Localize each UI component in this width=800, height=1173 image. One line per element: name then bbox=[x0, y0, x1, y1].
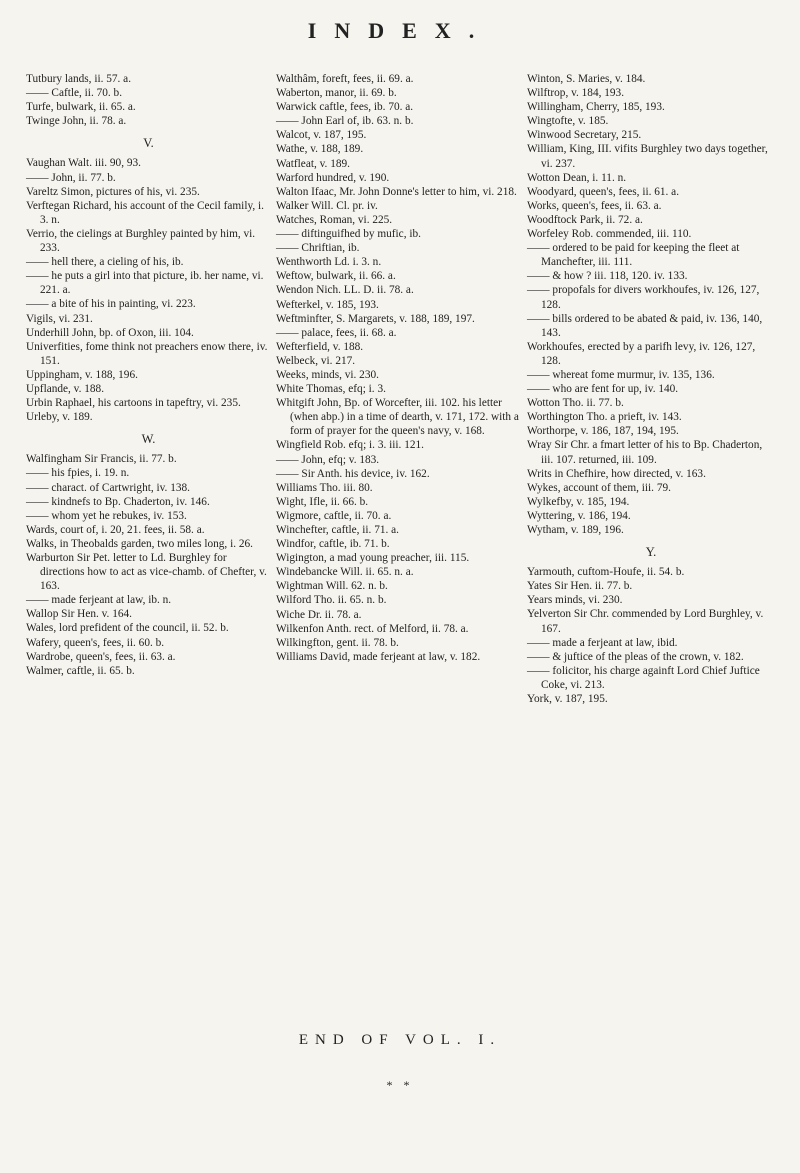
index-entry: Wytham, v. 189, 196. bbox=[527, 524, 624, 536]
index-entry: Writs in Chefhire, how directed, v. 163. bbox=[527, 467, 706, 480]
index-entry: Williams David, made ferjeant at law, v. 182. bbox=[276, 650, 481, 663]
index-entry: Wiche Dr. ii. 78. a. bbox=[276, 608, 362, 621]
index-entry: Walmer, caftle, ii. 65. b. bbox=[26, 664, 135, 677]
index-entry: —— his fpies, i. 19. n. bbox=[26, 467, 130, 480]
index-entry: Wendon Nich. LL. D. ii. 78. a. bbox=[276, 284, 414, 297]
index-entry: Winton, S. Maries, v. 184. bbox=[527, 73, 646, 85]
index-entry: —— a bite of his in painting, vi. 223. bbox=[26, 298, 196, 311]
index-entry: —— whereat fome murmur, iv. 135, 136. bbox=[527, 368, 715, 381]
index-entry: Works, queen's, fees, ii. 63. a. bbox=[527, 199, 662, 212]
index-entry: Wenthworth Ld. i. 3. n. bbox=[276, 256, 382, 269]
index-entry: Workhoufes, erected by a parifh levy, iv. 126, 127, 128. bbox=[527, 340, 756, 367]
index-entry: —— propofals for divers workhoufes, iv. 126, 127, 128. bbox=[527, 284, 760, 311]
index-entry: —— hell there, a cieling of his, ib. bbox=[26, 256, 184, 269]
index-entry: —— & how ? iii. 118, 120. iv. 133. bbox=[527, 270, 688, 283]
index-entry: Watfleat, v. 189. bbox=[276, 157, 350, 170]
index-entry: Walton Ifaac, Mr. John Donne's letter to him, vi. 218. bbox=[276, 185, 517, 198]
index-entry: —— Caftle, ii. 70. b. bbox=[26, 87, 123, 100]
index-entry: Wight, Ifle, ii. 66. b. bbox=[276, 495, 369, 508]
index-entry: Yelverton Sir Chr. commended by Lord Burghley, v. 167. bbox=[527, 608, 764, 635]
index-entry: York, v. 187, 195. bbox=[527, 693, 608, 706]
index-entry: —— made ferjeant at law, ib. n. bbox=[26, 594, 172, 607]
index-entry: Twinge John, ii. 78. a. bbox=[26, 115, 127, 128]
index-entry: Weeks, minds, vi. 230. bbox=[276, 368, 379, 381]
index-entry: Walthâm, foreft, fees, ii. 69. a. bbox=[276, 73, 414, 85]
index-entry: Wilkenfon Anth. rect. of Melford, ii. 78. a. bbox=[276, 622, 469, 635]
index-entry: Wilftrop, v. 184, 193. bbox=[527, 87, 625, 100]
index-entry: Wallop Sir Hen. v. 164. bbox=[26, 608, 132, 621]
index-entry: —— made a ferjeant at law, ibid. bbox=[527, 636, 678, 649]
index-entry: —— ordered to be paid for keeping the fleet at Manchefter, iii. 111. bbox=[527, 242, 740, 269]
index-entry: Whitgift John, Bp. of Worcefter, iii. 102. his letter (when abp.) in a time of dearth, v. 171, 172. with a form of prayer for the queen's navy, v. 168. bbox=[276, 397, 519, 438]
index-entry: Wotton Tho. ii. 77. b. bbox=[527, 397, 624, 410]
index-entry: Willingham, Cherry, 185, 193. bbox=[527, 101, 665, 114]
index-entry: —— folicitor, his charge againft Lord Chief Juftice Coke, vi. 213. bbox=[527, 664, 760, 691]
index-entry: Yates Sir Hen. ii. 77. b. bbox=[527, 580, 633, 593]
index-entry: Verrio, the cielings at Burghley painted by him, vi. 233. bbox=[26, 227, 256, 255]
index-entry: White Thomas, efq; i. 3. bbox=[276, 383, 386, 396]
index-entry: Windebancke Will. ii. 65. n. a. bbox=[276, 566, 414, 579]
index-entry: Vareltz Simon, pictures of his, vi. 235. bbox=[26, 185, 200, 198]
index-entry: Wightman Will. 62. n. b. bbox=[276, 580, 388, 593]
index-entry: —— he puts a girl into that picture, ib. her name, vi. 221. a. bbox=[26, 270, 264, 297]
index-entry: Wales, lord prefident of the council, ii. 52. b. bbox=[26, 622, 229, 635]
index-entry: Wingfield Rob. efq; i. 3. iii. 121. bbox=[276, 439, 424, 452]
index-entry: Wardrobe, queen's, fees, ii. 63. a. bbox=[26, 650, 176, 663]
index-entry: Upflande, v. 188. bbox=[26, 382, 105, 395]
index-entry: Worthorpe, v. 186, 187, 194, 195. bbox=[527, 425, 679, 438]
index-entry: Turfe, bulwark, ii. 65. a. bbox=[26, 101, 136, 114]
index-entry: Woodftock Park, ii. 72. a. bbox=[527, 213, 643, 226]
index-entry: Waberton, manor, ii. 69. b. bbox=[276, 87, 397, 100]
index-entry: —— bills ordered to be abated & paid, iv. 136, 140, 143. bbox=[527, 312, 763, 339]
index-entry: Underhill John, bp. of Oxon, iii. 104. bbox=[26, 326, 194, 339]
index-entry: Warwick caftle, fees, ib. 70. a. bbox=[276, 101, 414, 114]
index-entry: Wilkingfton, gent. ii. 78. b. bbox=[276, 636, 399, 649]
index-entry: Wyttering, v. 186, 194. bbox=[527, 509, 631, 522]
index-entry: Worfeley Rob. commended, iii. 110. bbox=[527, 228, 692, 241]
index-entry: Wray Sir Chr. a fmart letter of his to Bp. Chaderton, iii. 107. returned, iii. 109. bbox=[527, 439, 763, 466]
index-entry: —— & juftice of the pleas of the crown, v. 182. bbox=[527, 650, 744, 663]
index-entry: Vigils, vi. 231. bbox=[26, 312, 93, 325]
index-entry: Williams Tho. iii. 80. bbox=[276, 481, 373, 494]
index-entry: —— diftinguifhed by mufic, ib. bbox=[276, 228, 421, 241]
index-entry: Wefterkel, v. 185, 193. bbox=[276, 298, 379, 311]
section-letter: Y. bbox=[645, 545, 657, 560]
index-entry: Wingtofte, v. 185. bbox=[527, 115, 609, 128]
index-entry: Wilford Tho. ii. 65. n. b. bbox=[276, 594, 387, 607]
index-entry: Wafery, queen's, fees, ii. 60. b. bbox=[26, 636, 165, 649]
index-column-2 bbox=[276, 72, 521, 664]
section-letter: V. bbox=[143, 136, 154, 151]
index-entry: Urbin Raphael, his cartoons in tapeftry, vi. 235. bbox=[26, 397, 241, 410]
index-entry: —— who are fent for up, iv. 140. bbox=[527, 383, 679, 396]
index-entry: Winwood Secretary, 215. bbox=[527, 129, 642, 142]
index-entry: Woodyard, queen's, fees, ii. 61. a. bbox=[527, 185, 680, 198]
index-entry: Worthington Tho. a prieft, iv. 143. bbox=[527, 411, 682, 424]
index-entry: —— charact. of Cartwright, iv. 138. bbox=[26, 481, 190, 494]
index-entry: Warburton Sir Pet. letter to Ld. Burghley for directions how to act as vice-chamb. of Chefter, v. 163. bbox=[26, 552, 267, 593]
index-entry: Wylkefby, v. 185, 194. bbox=[527, 495, 630, 508]
index-entry: Walcot, v. 187, 195. bbox=[276, 129, 367, 142]
index-entry: Tutbury lands, ii. 57. a. bbox=[26, 73, 132, 85]
index-entry: Univerfities, fome think not preachers enow there, iv. 151. bbox=[26, 340, 268, 367]
index-entry: —— John, efq; v. 183. bbox=[276, 453, 380, 466]
index-entry: William, King, III. vifits Burghley two days together, vi. 237. bbox=[527, 143, 768, 170]
index-entry: Urleby, v. 189. bbox=[26, 411, 93, 424]
index-entry: Years minds, vi. 230. bbox=[527, 594, 623, 607]
index-entry: Vaughan Walt. iii. 90, 93. bbox=[26, 157, 141, 170]
index-entry: —— Chriftian, ib. bbox=[276, 242, 360, 255]
index-entry: —— kindnefs to Bp. Chaderton, iv. 146. bbox=[26, 495, 210, 508]
end-of-volume: END OF VOL. I. bbox=[298, 1032, 502, 1048]
index-entry: Windfor, caftle, ib. 71. b. bbox=[276, 538, 390, 551]
index-entry: Weftminfter, S. Margarets, v. 188, 189, 197. bbox=[276, 312, 475, 325]
index-entry: Yarmouth, cuftom-Houfe, ii. 54. b. bbox=[527, 566, 685, 579]
index-entry: Walker Will. Cl. pr. iv. bbox=[276, 199, 378, 212]
page-header: INDEX. bbox=[307, 18, 493, 43]
index-entry: Wotton Dean, i. 11. n. bbox=[527, 171, 627, 184]
index-entry: Verftegan Richard, his account of the Cecil family, i. 3. n. bbox=[26, 199, 264, 226]
index-entry: Warford hundred, v. 190. bbox=[276, 171, 390, 184]
signature-mark: * * bbox=[386, 1078, 414, 1092]
index-entry: Weftow, bulwark, ii. 66. a. bbox=[276, 270, 396, 283]
index-entry: Uppingham, v. 188, 196. bbox=[26, 368, 138, 381]
index-entry: —— whom yet he rebukes, iv. 153. bbox=[26, 509, 187, 522]
index-column-3 bbox=[527, 72, 775, 706]
index-entry: Welbeck, vi. 217. bbox=[276, 354, 356, 367]
index-entry: —— John Earl of, ib. 63. n. b. bbox=[276, 115, 414, 128]
index-entry: Wigington, a mad young preacher, iii. 115. bbox=[276, 552, 470, 565]
index-entry: Wards, court of, i. 20, 21. fees, ii. 58. a. bbox=[26, 523, 205, 536]
index-entry: Winchefter, caftle, ii. 71. a. bbox=[276, 524, 399, 536]
index-entry: Watches, Roman, vi. 225. bbox=[276, 213, 393, 226]
section-letter: W. bbox=[141, 432, 156, 447]
index-entry: Wigmore, caftle, ii. 70. a. bbox=[276, 509, 392, 522]
index-entry: —— John, ii. 77. b. bbox=[26, 171, 116, 184]
index-entry: Walfingham Sir Francis, ii. 77. b. bbox=[26, 453, 177, 466]
index-entry: Wykes, account of them, iii. 79. bbox=[527, 481, 671, 494]
index-column-1 bbox=[26, 72, 271, 678]
index-entry: —— Sir Anth. his device, iv. 162. bbox=[276, 467, 430, 480]
index-entry: Wefterfield, v. 188. bbox=[276, 340, 364, 353]
index-entry: —— palace, fees, ii. 68. a. bbox=[276, 326, 397, 339]
index-entry: Wathe, v. 188, 189. bbox=[276, 143, 364, 156]
index-entry: Walks, in Theobalds garden, two miles long, i. 26. bbox=[26, 537, 253, 550]
